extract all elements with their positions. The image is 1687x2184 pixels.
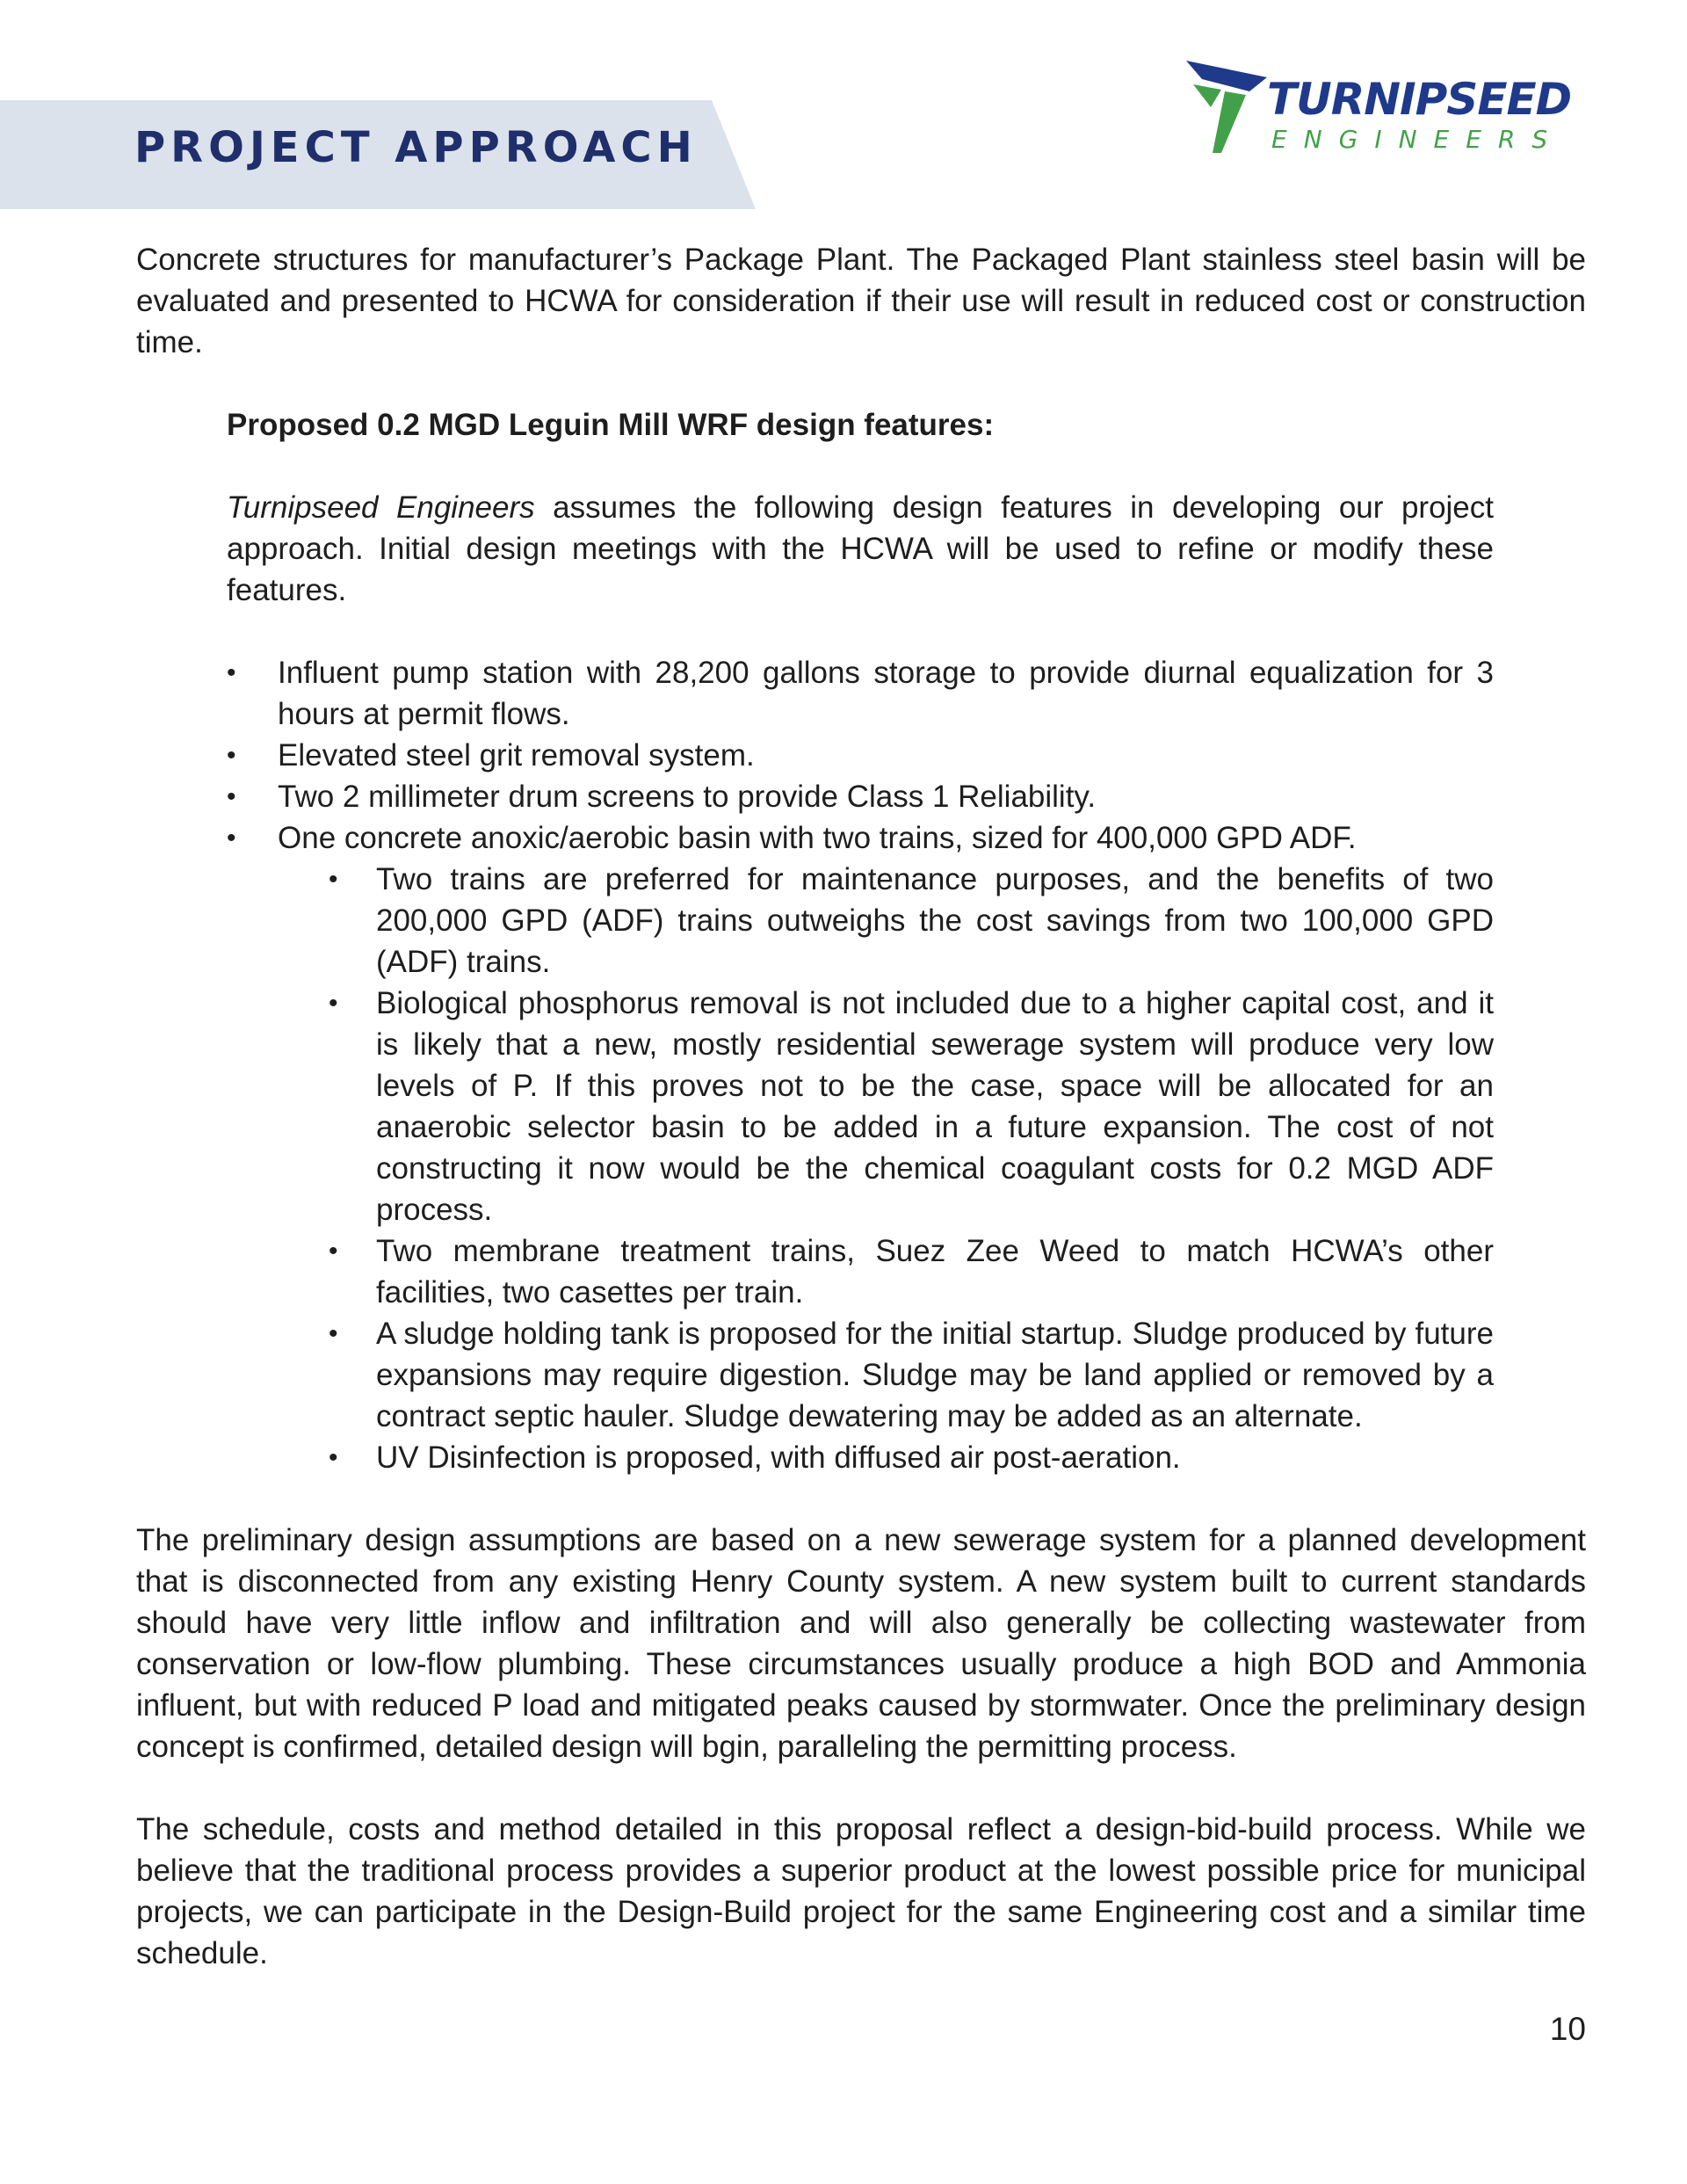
section-title: PROJECT APPROACH <box>134 123 698 172</box>
company-name-italic: Turnipseed Engineers <box>227 490 535 525</box>
basin-sublist <box>323 859 1494 1478</box>
list-item: • Two 2 millimeter drum screens to provide Class 1 Reliability. <box>227 776 1494 817</box>
company-logo <box>1186 56 1590 162</box>
preliminary-paragraph: The preliminary design assumptions are based on a new sewerage system for a planned development that is disconnected from any existing Henry County system. A new system built to current standards should have very little inflow and infiltration and will also generally be collecting wastewater from conservation or low-flow plumbing. These circumstances usually produce a high BOD and Ammonia influent, but with reduced P load and mitigated peaks caused by stormwater. Once the preliminary design concept is confirmed, detailed design will bgin, paralleling the permitting process. <box>136 1523 1586 1764</box>
assumptions-paragraph <box>227 487 1494 611</box>
intro-paragraph: Concrete structures for manufacturer’s Package Plant. The Packaged Plant stainless steel basin will be evaluated and presented to HCWA for consideration if their use will result in reduced cost or construction time. <box>136 243 1586 359</box>
sublist-item: • Two trains are preferred for maintenance purposes, and the benefits of two 200,000 GPD (ADF) trains outweighs the cost savings from two 100,000 GPD (ADF) trains. <box>323 859 1494 983</box>
assumptions-text: assumes the following design features in developing our project approach. Initial design meetings with the HCWA will be used to refine or modify these features. <box>227 490 1495 607</box>
features-list <box>227 652 1494 1478</box>
sublist-item: • Two membrane treatment trains, Suez Zee Weed to match HCWA’s other facilities, two casettes per train. <box>323 1230 1494 1313</box>
document-body <box>136 239 1586 1974</box>
sublist-item: • Biological phosphorus removal is not included due to a higher capital cost, and it is likely that a new, mostly residential sewerage system will produce very low levels of P. If this proves not to be the case, space will be allocated for an anaerobic selector basin to be added in a future expansion. The cost of not constructing it now would be the chemical coagulant costs for 0.2 MGD ADF process. <box>323 983 1494 1230</box>
sublist-item: • A sludge holding tank is proposed for the initial startup. Sludge produced by future expansions may require digestion. Sludge may be land applied or removed by a contract septic hauler. Sludge dewatering may be added as an alternate. <box>323 1313 1494 1437</box>
list-item: • Elevated steel grit removal system. <box>227 735 1494 776</box>
logo-name: TURNIPSEED <box>1267 74 1572 125</box>
sublist-item: • UV Disinfection is proposed, with diffused air post-aeration. <box>323 1437 1494 1478</box>
logo-mark-icon <box>1186 56 1270 157</box>
list-item <box>227 817 1494 1478</box>
list-item-text: One concrete anoxic/aerobic basin with two trains, sized for 400,000 GPD ADF. <box>278 821 1357 855</box>
features-heading: Proposed 0.2 MGD Leguin Mill WRF design features: <box>227 408 995 442</box>
page-number: 10 <box>1549 2011 1586 2047</box>
logo-subtitle: ENGINEERS <box>1271 125 1565 154</box>
list-item: • Influent pump station with 28,200 gallons storage to provide diurnal equalization for 3 hours at permit flows. <box>227 652 1494 735</box>
schedule-paragraph: The schedule, costs and method detailed in this proposal reflect a design-bid-build process. While we believe that the traditional process provides a superior product at the lowest possible price for municipal projects, we can participate in the Design-Build project for the same Engineering cost and a similar time schedule. <box>136 1812 1586 1970</box>
